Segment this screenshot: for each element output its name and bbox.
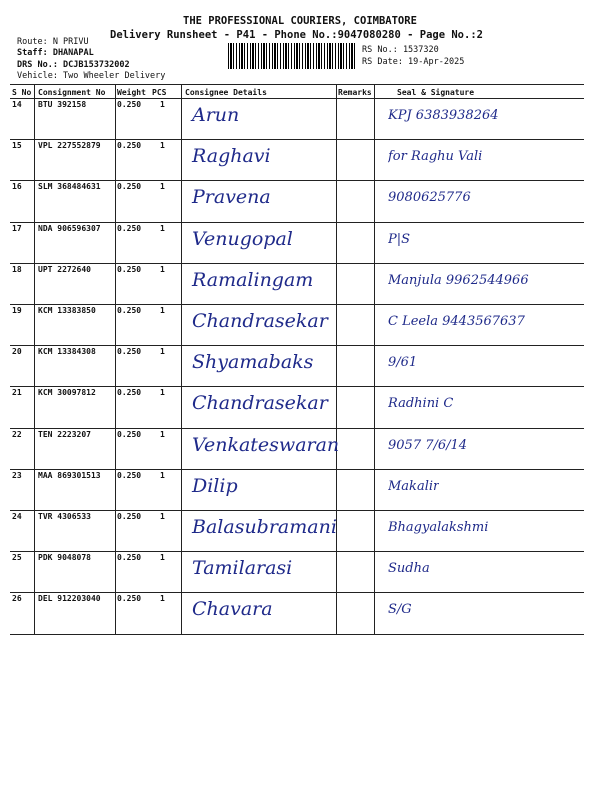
row-seal-signature: 9080625776	[388, 190, 471, 206]
row-weight: 0.250	[117, 141, 142, 151]
row-pcs: 1	[160, 306, 165, 315]
runsheet-subtitle: Delivery Runsheet - P41 - Phone No.:9047080280 - Page No.:2	[110, 29, 483, 41]
row-weight: 0.250	[117, 264, 142, 274]
row-divider	[10, 180, 584, 181]
row-weight: 0.250	[117, 347, 142, 357]
row-pcs: 1	[160, 512, 165, 521]
row-consignee-name: Shyamabaks	[192, 351, 314, 374]
row-consignment-no: NDA 906596307	[38, 223, 101, 233]
col-header-consignee: Consignee Details	[185, 88, 267, 97]
header-bottom-border	[10, 98, 584, 99]
row-weight: 0.250	[117, 306, 142, 315]
row-weight: 0.250	[117, 388, 142, 398]
table-top-border	[10, 84, 584, 85]
row-seal-signature: Makalir	[388, 478, 440, 494]
row-sno: 14	[12, 100, 22, 109]
staff-label: Staff: DHANAPAL	[17, 48, 94, 58]
row-pcs: 1	[160, 223, 165, 233]
row-sno: 24	[12, 512, 22, 521]
row-seal-signature: 9/61	[388, 355, 418, 371]
row-pcs: 1	[160, 141, 165, 151]
row-consignment-no: BTU 392158	[38, 100, 87, 109]
row-consignment-no: KCM 30097812	[38, 388, 96, 398]
row-pcs: 1	[160, 594, 165, 604]
row-seal-signature: Manjula 9962544966	[388, 272, 529, 288]
row-divider	[10, 222, 584, 223]
row-pcs: 1	[160, 100, 165, 109]
row-weight: 0.250	[117, 429, 142, 439]
row-consignee-name: Chandrasekar	[192, 310, 328, 332]
row-consignee-name: Arun	[192, 104, 240, 126]
row-consignee-name: Dilip	[192, 474, 238, 497]
row-consignee-name: Tamilarasi	[192, 557, 293, 580]
row-divider	[10, 304, 584, 305]
row-consignment-no: KCM 13383850	[38, 306, 96, 315]
row-consignee-name: Balasubramani	[192, 516, 337, 538]
row-consignment-no: VPL 227552879	[38, 141, 101, 151]
row-sno: 20	[12, 347, 22, 357]
row-sno: 23	[12, 470, 22, 480]
row-divider	[10, 139, 584, 140]
row-pcs: 1	[160, 347, 165, 357]
row-consignment-no: DEL 912203040	[38, 594, 101, 604]
col-header-pcs: PCS	[152, 88, 167, 97]
row-seal-signature: S/G	[388, 602, 412, 618]
row-seal-signature: P|S	[388, 231, 411, 247]
col-header-weight: Weight	[117, 88, 146, 97]
row-pcs: 1	[160, 470, 165, 480]
row-sno: 26	[12, 594, 22, 604]
row-weight: 0.250	[117, 470, 142, 480]
row-consignment-no: MAA 869301513	[38, 470, 101, 480]
row-consignee-name: Chavara	[192, 598, 273, 621]
drs-number: DRS No.: DCJB153732002	[17, 60, 130, 70]
col-header-consignment: Consignment No	[38, 88, 106, 97]
vehicle-label: Vehicle: Two Wheeler Delivery	[17, 71, 166, 81]
row-divider	[10, 386, 584, 387]
rs-date: RS Date: 19-Apr-2025	[362, 57, 465, 67]
row-weight: 0.250	[117, 223, 142, 233]
barcode	[228, 43, 356, 69]
row-divider	[10, 345, 584, 346]
row-pcs: 1	[160, 553, 165, 563]
company-title: THE PROFESSIONAL COURIERS, COIMBATORE	[183, 15, 417, 27]
row-weight: 0.250	[117, 100, 142, 109]
row-pcs: 1	[160, 182, 165, 192]
row-consignment-no: PDK 9048078	[38, 553, 91, 563]
row-consignment-no: KCM 13384308	[38, 347, 96, 357]
row-sno: 15	[12, 141, 22, 151]
row-seal-signature: Bhagyalakshmi	[388, 520, 489, 535]
row-consignee-name: Venugopal	[192, 227, 293, 250]
row-divider	[10, 551, 584, 552]
row-pcs: 1	[160, 429, 165, 439]
col-header-sno: S No	[12, 88, 32, 97]
row-consignment-no: TEN 2223207	[38, 429, 91, 439]
rs-number: RS No.: 1537320	[362, 45, 439, 55]
row-consignee-name: Ramalingam	[192, 268, 314, 291]
row-consignment-no: UPT 2272640	[38, 264, 91, 274]
row-divider	[10, 263, 584, 264]
route-label: Route: N PRIVU	[17, 37, 89, 47]
row-consignee-name: Chandrasekar	[192, 392, 328, 415]
row-sno: 18	[12, 264, 22, 274]
row-pcs: 1	[160, 388, 165, 398]
row-consignment-no: TVR 4306533	[38, 512, 91, 521]
row-weight: 0.250	[117, 553, 142, 563]
row-seal-signature: for Raghu Vali	[388, 149, 483, 165]
row-divider	[10, 592, 584, 593]
row-sno: 22	[12, 429, 22, 439]
row-consignment-no: SLM 368484631	[38, 182, 101, 192]
row-consignee-name: Venkateswaran	[192, 433, 340, 456]
row-sno: 19	[12, 306, 22, 315]
row-divider	[10, 469, 584, 470]
col-header-remarks: Remarks	[338, 88, 372, 97]
row-divider	[10, 510, 584, 511]
row-seal-signature: Radhini C	[388, 396, 454, 412]
row-weight: 0.250	[117, 512, 142, 521]
row-sno: 17	[12, 223, 22, 233]
row-divider	[10, 634, 584, 635]
row-sno: 25	[12, 553, 22, 563]
col-header-seal: Seal & Signature	[397, 88, 475, 97]
row-pcs: 1	[160, 264, 165, 274]
row-sno: 21	[12, 388, 22, 398]
row-weight: 0.250	[117, 182, 142, 192]
row-seal-signature: 9057 7/6/14	[388, 437, 468, 453]
row-sno: 16	[12, 182, 22, 192]
row-seal-signature: Sudha	[388, 561, 430, 577]
row-consignee-name: Pravena	[192, 186, 271, 209]
row-seal-signature: C Leela 9443567637	[388, 314, 525, 329]
row-consignee-name: Raghavi	[192, 145, 271, 168]
row-weight: 0.250	[117, 594, 142, 604]
row-divider	[10, 428, 584, 429]
row-seal-signature: KPJ 6383938264	[388, 108, 499, 123]
